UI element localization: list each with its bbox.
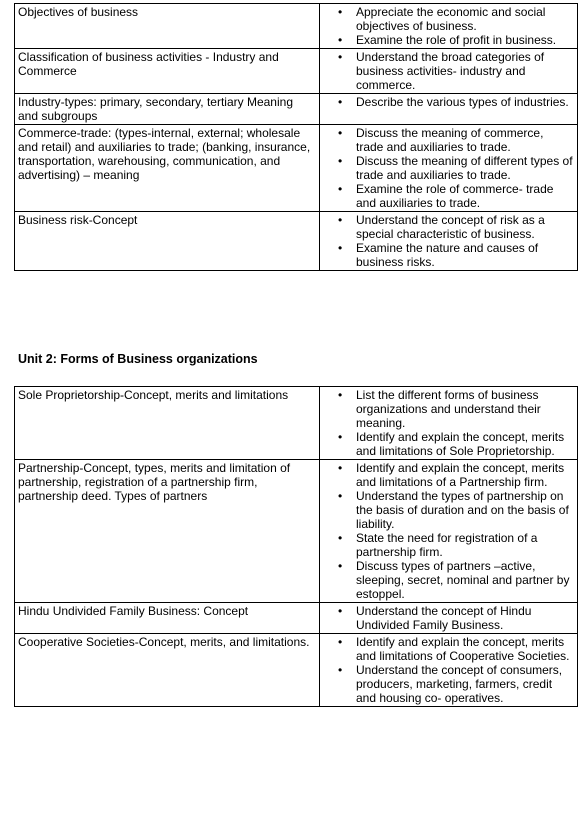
list-item: • Identify and explain the concept, merits and limitations of Cooperative Societies. bbox=[323, 635, 574, 663]
unit-heading: Unit 2: Forms of Business organizations bbox=[18, 352, 258, 366]
outcomes-cell bbox=[320, 603, 578, 634]
table-row bbox=[15, 125, 578, 212]
table-row bbox=[15, 460, 578, 603]
table-row bbox=[15, 49, 578, 94]
outcomes-cell bbox=[320, 634, 578, 707]
outcomes-list bbox=[323, 50, 574, 92]
list-item: • Discuss the meaning of commerce, trade and auxiliaries to trade. bbox=[323, 126, 574, 154]
outcomes-cell bbox=[320, 125, 578, 212]
list-item: • Describe the various types of industries. bbox=[323, 95, 574, 109]
outcomes-cell bbox=[320, 212, 578, 271]
table-row bbox=[15, 603, 578, 634]
table-row bbox=[15, 634, 578, 707]
topic-cell: Hindu Undivided Family Business: Concept bbox=[15, 603, 320, 634]
list-item: • Discuss types of partners –active, sleeping, secret, nominal and partner by estoppel. bbox=[323, 559, 574, 601]
outcomes-list bbox=[323, 604, 574, 632]
topic-cell: Partnership-Concept, types, merits and limitation of partnership, registration of a partnership firm, partnership deed. Types of partners bbox=[15, 460, 320, 603]
list-item: • Identify and explain the concept, merits and limitations of a Partnership firm. bbox=[323, 461, 574, 489]
list-item: • Identify and explain the concept, merits and limitations of Sole Proprietorship. bbox=[323, 430, 574, 458]
outcomes-list bbox=[323, 95, 574, 109]
outcomes-cell bbox=[320, 94, 578, 125]
list-item: • Understand the broad categories of business activities- industry and commerce. bbox=[323, 50, 574, 92]
outcomes-cell bbox=[320, 4, 578, 49]
outcomes-list bbox=[323, 213, 574, 269]
list-item: • Examine the role of profit in business. bbox=[323, 33, 574, 47]
unit1-syllabus-table bbox=[14, 3, 578, 271]
outcomes-list bbox=[323, 388, 574, 458]
table-row bbox=[15, 4, 578, 49]
outcomes-list bbox=[323, 126, 574, 210]
list-item: • Understand the concept of Hindu Undivided Family Business. bbox=[323, 604, 574, 632]
outcomes-list bbox=[323, 5, 574, 47]
list-item: • Understand the concept of risk as a special characteristic of business. bbox=[323, 213, 574, 241]
table-row bbox=[15, 94, 578, 125]
outcomes-cell bbox=[320, 460, 578, 603]
list-item: • Understand the types of partnership on the basis of duration and on the basis of liability. bbox=[323, 489, 574, 531]
list-item: • Discuss the meaning of different types of trade and auxiliaries to trade. bbox=[323, 154, 574, 182]
topic-cell: Sole Proprietorship-Concept, merits and limitations bbox=[15, 387, 320, 460]
list-item: • List the different forms of business organizations and understand their meaning. bbox=[323, 388, 574, 430]
table-row bbox=[15, 387, 578, 460]
list-item: • State the need for registration of a partnership firm. bbox=[323, 531, 574, 559]
list-item: • Understand the concept of consumers, producers, marketing, farmers, credit and housing co- operatives. bbox=[323, 663, 574, 705]
topic-cell: Industry-types: primary, secondary, tertiary Meaning and subgroups bbox=[15, 94, 320, 125]
unit2-syllabus-table bbox=[14, 386, 578, 707]
topic-cell: Commerce-trade: (types-internal, external; wholesale and retail) and auxiliaries to trade; (banking, insurance, transportation, warehousing, communication, and advertising) – meaning bbox=[15, 125, 320, 212]
topic-cell: Classification of business activities - Industry and Commerce bbox=[15, 49, 320, 94]
list-item: • Appreciate the economic and social objectives of business. bbox=[323, 5, 574, 33]
outcomes-cell bbox=[320, 387, 578, 460]
topic-cell: Objectives of business bbox=[15, 4, 320, 49]
outcomes-list bbox=[323, 635, 574, 705]
outcomes-list bbox=[323, 461, 574, 601]
list-item: • Examine the role of commerce- trade and auxiliaries to trade. bbox=[323, 182, 574, 210]
topic-cell: Cooperative Societies-Concept, merits, and limitations. bbox=[15, 634, 320, 707]
outcomes-cell bbox=[320, 49, 578, 94]
list-item: • Examine the nature and causes of business risks. bbox=[323, 241, 574, 269]
topic-cell: Business risk-Concept bbox=[15, 212, 320, 271]
table-row bbox=[15, 212, 578, 271]
